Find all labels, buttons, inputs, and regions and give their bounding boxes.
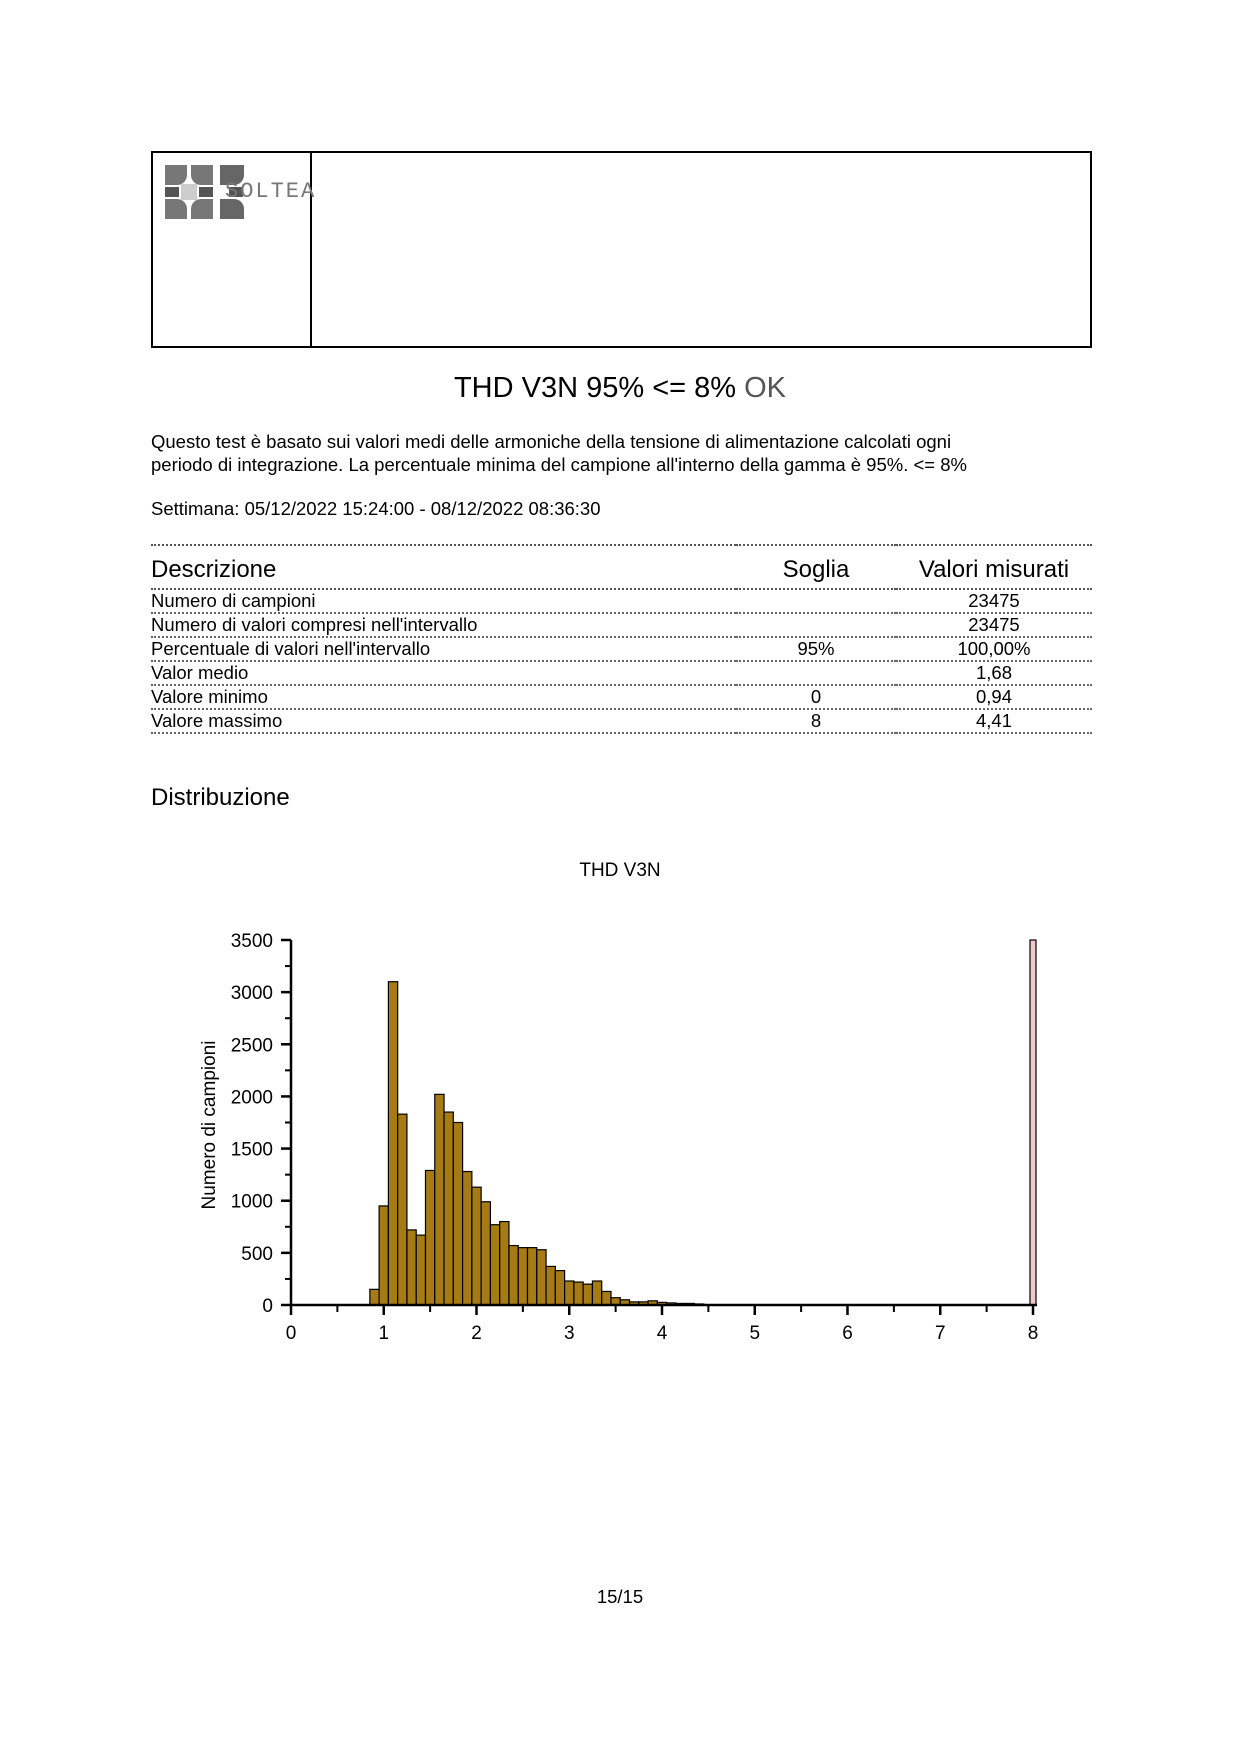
histogram-bar bbox=[388, 982, 397, 1305]
x-tick-label: 6 bbox=[842, 1323, 853, 1344]
row-threshold: 95% bbox=[736, 637, 896, 661]
intro-line-1: Questo test è basato sui valori medi delle armoniche della tensione di alimentazione calcolati ogni bbox=[151, 431, 952, 452]
histogram-bar bbox=[370, 1289, 379, 1305]
histogram-bar bbox=[555, 1271, 564, 1305]
histogram-bar bbox=[537, 1250, 546, 1305]
row-measured: 23475 bbox=[896, 589, 1092, 613]
page-number: 15/15 bbox=[596, 1586, 644, 1607]
histogram-bar bbox=[463, 1172, 472, 1305]
x-tick-label: 7 bbox=[934, 1323, 946, 1344]
row-measured: 4,41 bbox=[896, 709, 1092, 733]
histogram-bar bbox=[425, 1170, 434, 1305]
x-tick-label: 1 bbox=[378, 1323, 390, 1344]
histogram-bar bbox=[435, 1094, 444, 1305]
test-name: THD V3N 95% <= 8% bbox=[453, 372, 737, 404]
y-tick-label: 2000 bbox=[230, 1087, 273, 1109]
week-value: 05/12/2022 15:24:00 - 08/12/2022 08:36:30 bbox=[244, 498, 601, 519]
histogram-bar bbox=[565, 1281, 574, 1305]
y-tick-label: 3500 bbox=[230, 931, 273, 952]
header-threshold: Soglia bbox=[736, 545, 896, 589]
week-label: Settimana: bbox=[151, 498, 240, 519]
row-measured: 100,00% bbox=[896, 637, 1092, 661]
histogram-bar bbox=[490, 1225, 499, 1305]
header-description: Descrizione bbox=[151, 545, 736, 589]
row-description: Numero di valori compresi nell'intervallo bbox=[151, 613, 736, 637]
test-status: OK bbox=[744, 372, 787, 404]
histogram-bar bbox=[453, 1123, 462, 1306]
y-tick-label: 500 bbox=[241, 1243, 273, 1265]
row-description: Valor medio bbox=[151, 661, 736, 685]
x-tick-label: 5 bbox=[749, 1323, 761, 1344]
histogram-bar bbox=[481, 1202, 490, 1305]
histogram-bar bbox=[472, 1187, 481, 1305]
histogram-bar bbox=[398, 1114, 407, 1305]
row-threshold: 8 bbox=[736, 709, 896, 733]
histogram-bar bbox=[518, 1248, 527, 1305]
chart-title: THD V3N bbox=[579, 860, 661, 881]
y-tick-label: 1000 bbox=[230, 1191, 273, 1213]
x-tick-label: 2 bbox=[471, 1323, 482, 1344]
x-tick-label: 8 bbox=[1027, 1323, 1039, 1344]
chart-ylabel: Numero di campioni bbox=[199, 1040, 220, 1210]
histogram-bar bbox=[444, 1112, 453, 1305]
x-tick-label: 0 bbox=[285, 1323, 297, 1344]
histogram-bar bbox=[407, 1230, 416, 1305]
y-tick-label: 1500 bbox=[230, 1139, 273, 1161]
histogram-bar bbox=[574, 1282, 583, 1305]
histogram-bar bbox=[500, 1222, 509, 1305]
x-tick-label: 3 bbox=[563, 1323, 575, 1344]
histogram-bar bbox=[379, 1206, 388, 1305]
logo-text: SOLTEA bbox=[225, 179, 317, 204]
row-measured: 0,94 bbox=[896, 685, 1092, 709]
x-tick-label: 4 bbox=[656, 1323, 668, 1344]
header-measured: Valori misurati bbox=[896, 545, 1092, 589]
histogram-bar bbox=[546, 1266, 555, 1305]
histogram-bar bbox=[592, 1281, 601, 1305]
row-description: Numero di campioni bbox=[151, 589, 736, 613]
histogram-bar bbox=[416, 1235, 425, 1305]
row-description: Valore massimo bbox=[151, 709, 736, 733]
histogram-bar bbox=[602, 1291, 611, 1305]
row-description: Valore minimo bbox=[151, 685, 736, 709]
y-tick-label: 0 bbox=[262, 1296, 273, 1317]
histogram-bar bbox=[528, 1248, 537, 1305]
limit-bar bbox=[1030, 940, 1036, 1305]
row-threshold: 0 bbox=[736, 685, 896, 709]
y-tick-label: 2500 bbox=[230, 1035, 273, 1057]
row-measured: 23475 bbox=[896, 613, 1092, 637]
intro-line-2: periodo di integrazione. La percentuale minima del campione all'interno della gamma è 95%. <= 8% bbox=[151, 454, 967, 475]
histogram-bar bbox=[509, 1246, 518, 1305]
distribution-heading: Distribuzione bbox=[151, 784, 290, 811]
row-description: Percentuale di valori nell'intervallo bbox=[151, 637, 736, 661]
histogram-bar bbox=[583, 1284, 592, 1305]
y-tick-label: 3000 bbox=[230, 983, 273, 1005]
row-measured: 1,68 bbox=[896, 661, 1092, 685]
